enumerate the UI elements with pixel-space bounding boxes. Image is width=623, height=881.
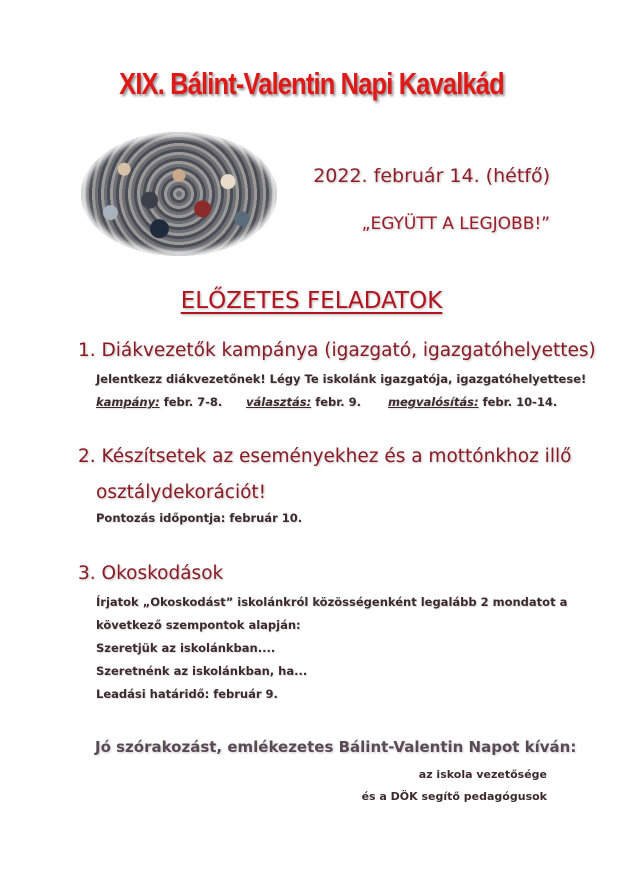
task-3-line1: Írjatok „Okoskodást” iskolánkról közösségenként legalább 2 mondatot a <box>96 595 568 609</box>
event-date: 2022. február 14. (hétfő) <box>313 165 550 187</box>
task-1-date-vote <box>246 395 361 409</box>
signature-line-2: és a DÖK segítő pedagógusok <box>361 790 547 803</box>
task-3-line5: Leadási határidő: február 9. <box>96 687 278 701</box>
task-2-title-line2: osztálydekorációt! <box>96 482 267 503</box>
task-2-text: Pontozás időpontja: február 10. <box>96 511 303 525</box>
task-3-line2: következő szempontok alapján: <box>96 618 301 632</box>
task-3-title: 3. Okoskodások <box>78 563 224 584</box>
closing-text: Jó szórakozást, emlékezetes Bálint-Valentin Napot kíván: <box>95 738 577 756</box>
group-photo <box>81 132 277 256</box>
date-value: febr. 9. <box>315 395 362 409</box>
page-title: XIX. Bálint-Valentin Napi Kavalkád <box>119 66 504 101</box>
date-value: febr. 10-14. <box>482 395 558 409</box>
task-2-title-line1: 2. Készítsetek az eseményekhez és a mottónkhoz illő <box>78 446 572 467</box>
signature-line-1: az iskola vezetősége <box>418 768 547 781</box>
task-1-date-campaign <box>96 395 222 409</box>
task-3-line4: Szeretnénk az iskolánkban, ha... <box>96 664 308 678</box>
date-label: választás: <box>246 395 312 409</box>
motto: „EGYÜTT A LEGJOBB!” <box>361 214 550 234</box>
date-label: megvalósítás: <box>388 395 479 409</box>
date-label: kampány: <box>96 395 160 409</box>
task-1-text: Jelentkezz diákvezetőnek! Légy Te iskolánk igazgatója, igazgatóhelyettese! <box>96 372 587 386</box>
task-3-line3: Szeretjük az iskolánkban.... <box>96 641 276 655</box>
task-1-title: 1. Diákvezetők kampánya (igazgató, igazgatóhelyettes) <box>78 340 596 361</box>
section-heading: ELŐZETES FELADATOK <box>180 288 443 314</box>
task-1-date-realization <box>388 395 557 409</box>
date-value: febr. 7-8. <box>163 395 223 409</box>
